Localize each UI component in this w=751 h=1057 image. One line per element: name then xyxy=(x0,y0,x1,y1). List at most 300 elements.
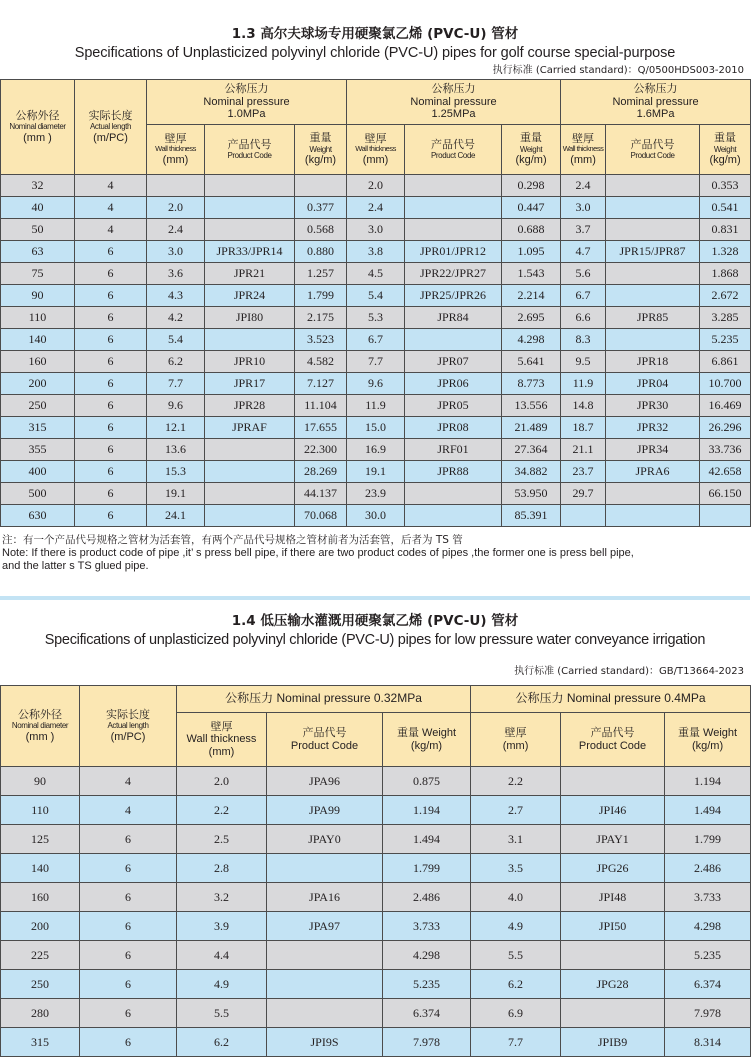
table-cell: 2.0 xyxy=(347,175,405,197)
table-cell: 1.328 xyxy=(700,241,751,263)
table-cell: 5.235 xyxy=(665,941,751,970)
table-cell: 7.7 xyxy=(471,1028,561,1057)
table-cell: 6 xyxy=(80,854,177,883)
table-row xyxy=(1,175,751,197)
table-cell: 6.6 xyxy=(561,307,606,329)
table-cell: 315 xyxy=(1,417,75,439)
table-cell: 6 xyxy=(80,883,177,912)
section1-title-cn: 1.3 高尔夫球场专用硬聚氯乙烯 (PVC-U) 管材 xyxy=(231,26,519,42)
table-cell: JPR08 xyxy=(405,417,502,439)
table-cell: 23.9 xyxy=(347,483,405,505)
t2-header-code-2: 产品代号 Product Code xyxy=(561,713,665,767)
table-cell: 0.353 xyxy=(700,175,751,197)
irrigation-pipe-table-body xyxy=(1,767,751,1057)
t2-header-nominal-diameter: 公称外径 Nominal diameter (mm ) xyxy=(1,686,80,767)
table-cell xyxy=(205,483,295,505)
table-cell: 3.733 xyxy=(665,883,751,912)
table-cell xyxy=(295,175,347,197)
table-cell: 1.494 xyxy=(665,796,751,825)
table-cell: 6 xyxy=(75,263,147,285)
table-cell: 225 xyxy=(1,941,80,970)
table-cell: 6.2 xyxy=(147,351,205,373)
table-row xyxy=(1,197,751,219)
table-cell xyxy=(561,505,606,527)
table-cell: 6 xyxy=(80,1028,177,1057)
section-divider xyxy=(0,596,750,600)
table-cell: 7.7 xyxy=(347,351,405,373)
table-cell: 70.068 xyxy=(295,505,347,527)
table-cell: 110 xyxy=(1,796,80,825)
table-cell xyxy=(405,175,502,197)
table-row xyxy=(1,351,751,373)
table-cell: JPR10 xyxy=(205,351,295,373)
table-cell: 8.773 xyxy=(502,373,561,395)
table-cell: 2.214 xyxy=(502,285,561,307)
table-cell: 2.2 xyxy=(177,796,267,825)
table-cell: 6 xyxy=(80,999,177,1028)
table-row xyxy=(1,373,751,395)
table-cell: 53.950 xyxy=(502,483,561,505)
table-cell: JPA96 xyxy=(267,767,383,796)
table-cell: 66.150 xyxy=(700,483,751,505)
table-cell: 63 xyxy=(1,241,75,263)
table-cell: JPR06 xyxy=(405,373,502,395)
table-cell: 6.861 xyxy=(700,351,751,373)
table-cell: 8.3 xyxy=(561,329,606,351)
table-cell: 6 xyxy=(75,417,147,439)
table-row xyxy=(1,825,751,854)
table-cell: JPR84 xyxy=(405,307,502,329)
table-cell: 2.175 xyxy=(295,307,347,329)
table-cell xyxy=(561,941,665,970)
table-cell: JPR18 xyxy=(606,351,700,373)
table-cell: 3.9 xyxy=(177,912,267,941)
table-cell: JPR05 xyxy=(405,395,502,417)
table-cell: JPR33/JPR14 xyxy=(205,241,295,263)
table-cell: 7.127 xyxy=(295,373,347,395)
table-cell: JPR34 xyxy=(606,439,700,461)
table-cell xyxy=(606,197,700,219)
table-cell: 16.469 xyxy=(700,395,751,417)
header-weight-2: 重量 Weight (kg/m) xyxy=(502,125,561,175)
table-cell: 7.978 xyxy=(383,1028,471,1057)
table-cell: 2.5 xyxy=(177,825,267,854)
table-cell: 3.733 xyxy=(383,912,471,941)
table-cell: 200 xyxy=(1,912,80,941)
table-cell: JPR04 xyxy=(606,373,700,395)
table-cell: JPA97 xyxy=(267,912,383,941)
table-cell: JPR30 xyxy=(606,395,700,417)
table-cell: 4.582 xyxy=(295,351,347,373)
table-cell xyxy=(405,219,502,241)
table-row xyxy=(1,999,751,1028)
irrigation-pipe-spec-table xyxy=(0,685,751,1057)
table-cell: JPI9S xyxy=(267,1028,383,1057)
table-cell: JPR22/JPR27 xyxy=(405,263,502,285)
table-cell: 4.3 xyxy=(147,285,205,307)
table-cell: 110 xyxy=(1,307,75,329)
table-row xyxy=(1,329,751,351)
table-cell: 7.7 xyxy=(147,373,205,395)
table-cell xyxy=(405,329,502,351)
table-cell: 0.541 xyxy=(700,197,751,219)
table-cell xyxy=(405,505,502,527)
table-cell: 50 xyxy=(1,219,75,241)
table-cell: 355 xyxy=(1,439,75,461)
table-cell xyxy=(606,219,700,241)
table-cell: 4.298 xyxy=(502,329,561,351)
table-cell xyxy=(205,329,295,351)
table-cell: 2.486 xyxy=(665,854,751,883)
table-cell xyxy=(606,483,700,505)
table-row xyxy=(1,219,751,241)
table-cell: 42.658 xyxy=(700,461,751,483)
table-cell: 10.700 xyxy=(700,373,751,395)
table-cell: 90 xyxy=(1,767,80,796)
table-cell: JPR28 xyxy=(205,395,295,417)
table-cell: 1.194 xyxy=(665,767,751,796)
table-cell xyxy=(205,219,295,241)
table-cell: 15.3 xyxy=(147,461,205,483)
t2-header-weight-2: 重量 Weight (kg/m) xyxy=(665,713,751,767)
table-row xyxy=(1,395,751,417)
table-cell: 4.298 xyxy=(665,912,751,941)
table-cell: 4.7 xyxy=(561,241,606,263)
table-cell: 5.4 xyxy=(347,285,405,307)
table-cell: 3.2 xyxy=(177,883,267,912)
table-cell: 6 xyxy=(75,307,147,329)
table-cell: 3.0 xyxy=(147,241,205,263)
table-cell: JRF01 xyxy=(405,439,502,461)
table-cell xyxy=(405,483,502,505)
header-pressure-2: 公称压力 Nominal pressure 1.25MPa xyxy=(347,80,561,125)
table-cell: 11.9 xyxy=(561,373,606,395)
table-cell: 6 xyxy=(75,483,147,505)
table-cell: 3.1 xyxy=(471,825,561,854)
table-cell: 30.0 xyxy=(347,505,405,527)
table-cell: 16.9 xyxy=(347,439,405,461)
table-cell: 2.4 xyxy=(147,219,205,241)
table-cell: 6.7 xyxy=(347,329,405,351)
table-cell: 40 xyxy=(1,197,75,219)
table-cell: 5.6 xyxy=(561,263,606,285)
table-cell: 33.736 xyxy=(700,439,751,461)
table-row xyxy=(1,461,751,483)
table-cell xyxy=(205,439,295,461)
table-row xyxy=(1,241,751,263)
table-cell xyxy=(205,461,295,483)
table-row xyxy=(1,439,751,461)
table-cell: 17.655 xyxy=(295,417,347,439)
header-code-2: 产品代号 Product Code xyxy=(405,125,502,175)
table-cell: 630 xyxy=(1,505,75,527)
table-cell: 13.6 xyxy=(147,439,205,461)
table-cell: 2.2 xyxy=(471,767,561,796)
golf-pipe-table-body xyxy=(1,175,751,527)
table-cell: 0.880 xyxy=(295,241,347,263)
table-cell: 1.543 xyxy=(502,263,561,285)
table-row xyxy=(1,417,751,439)
table-cell: 27.364 xyxy=(502,439,561,461)
table-cell: 1.799 xyxy=(295,285,347,307)
table-cell: 4.0 xyxy=(471,883,561,912)
table-cell: 6.374 xyxy=(665,970,751,999)
table-cell: JPR17 xyxy=(205,373,295,395)
table-cell: 4.4 xyxy=(177,941,267,970)
table-cell: 5.641 xyxy=(502,351,561,373)
header-pressure-3: 公称压力 Nominal pressure 1.6MPa xyxy=(561,80,751,125)
table-cell: 2.4 xyxy=(347,197,405,219)
table-cell: JPA99 xyxy=(267,796,383,825)
table-cell: JPI46 xyxy=(561,796,665,825)
table-cell: 4 xyxy=(75,197,147,219)
table-cell: 75 xyxy=(1,263,75,285)
table-row xyxy=(1,483,751,505)
table-cell: 0.377 xyxy=(295,197,347,219)
table-cell: 2.0 xyxy=(177,767,267,796)
table-cell: JPAY1 xyxy=(561,825,665,854)
section1-note-en-1: Note: If there is product code of pipe ,it’ s press bell pipe, if there are two product codes of pipes ,the former one is press bell pipe, xyxy=(2,547,634,559)
table-cell: 4 xyxy=(80,796,177,825)
table-cell: 6.2 xyxy=(177,1028,267,1057)
table-cell: 28.269 xyxy=(295,461,347,483)
table-cell: 3.0 xyxy=(347,219,405,241)
header-pressure-1: 公称压力 Nominal pressure 1.0MPa xyxy=(147,80,347,125)
table-cell: 3.5 xyxy=(471,854,561,883)
header-wall-3: 壁厚 Wall thickness (mm) xyxy=(561,125,606,175)
table-cell: 0.688 xyxy=(502,219,561,241)
table-cell: 4.298 xyxy=(383,941,471,970)
table-cell: 3.8 xyxy=(347,241,405,263)
header-wall-2: 壁厚 Wall thickness (mm) xyxy=(347,125,405,175)
table-cell: 3.285 xyxy=(700,307,751,329)
table-cell: 160 xyxy=(1,883,80,912)
table-cell: JPG26 xyxy=(561,854,665,883)
table-cell: 1.494 xyxy=(383,825,471,854)
table-cell: 5.4 xyxy=(147,329,205,351)
table-cell: 6 xyxy=(80,941,177,970)
header-code-1: 产品代号 Product Code xyxy=(205,125,295,175)
table-cell xyxy=(205,175,295,197)
table-cell xyxy=(606,263,700,285)
table-cell: 6 xyxy=(80,970,177,999)
table-cell: 34.882 xyxy=(502,461,561,483)
table-cell: 6 xyxy=(75,241,147,263)
table-cell: 315 xyxy=(1,1028,80,1057)
table-cell: 6 xyxy=(75,351,147,373)
table-row xyxy=(1,307,751,329)
table-cell: 125 xyxy=(1,825,80,854)
table-cell: JPR24 xyxy=(205,285,295,307)
table-cell: JPI50 xyxy=(561,912,665,941)
table-cell: 19.1 xyxy=(147,483,205,505)
table-row xyxy=(1,970,751,999)
header-code-3: 产品代号 Product Code xyxy=(606,125,700,175)
table-cell xyxy=(606,285,700,307)
table-cell: 6.2 xyxy=(471,970,561,999)
table-cell: JPI48 xyxy=(561,883,665,912)
table-cell: 29.7 xyxy=(561,483,606,505)
table-cell: 9.5 xyxy=(561,351,606,373)
header-weight-1: 重量 Weight (kg/m) xyxy=(295,125,347,175)
table-cell: 3.6 xyxy=(147,263,205,285)
table-cell: 9.6 xyxy=(347,373,405,395)
table-row xyxy=(1,263,751,285)
table-cell: 7.978 xyxy=(665,999,751,1028)
table-cell xyxy=(267,999,383,1028)
section2-standard: 执行标准 (Carried standard)：GB/T13664-2023 xyxy=(514,666,744,677)
table-cell: 13.556 xyxy=(502,395,561,417)
table-cell: 160 xyxy=(1,351,75,373)
table-cell: JPRAF xyxy=(205,417,295,439)
table-cell: 0.298 xyxy=(502,175,561,197)
header-actual-length: 实际长度 Actual length (m/PC) xyxy=(75,80,147,175)
t2-header-pressure-1: 公称压力 Nominal pressure 0.32MPa xyxy=(177,686,471,713)
table-cell: 4.2 xyxy=(147,307,205,329)
table-cell: 2.695 xyxy=(502,307,561,329)
table-cell: JPR21 xyxy=(205,263,295,285)
table-cell: 2.7 xyxy=(471,796,561,825)
t2-header-wall-1: 壁厚 Wall thickness (mm) xyxy=(177,713,267,767)
table-cell: JPR01/JPR12 xyxy=(405,241,502,263)
table-cell: 6 xyxy=(75,461,147,483)
t2-header-wall-2: 壁厚 (mm) xyxy=(471,713,561,767)
table-cell: 1.257 xyxy=(295,263,347,285)
table-cell: 200 xyxy=(1,373,75,395)
table-row xyxy=(1,854,751,883)
table-cell: JPIB9 xyxy=(561,1028,665,1057)
table-cell xyxy=(205,197,295,219)
table-cell: 5.5 xyxy=(177,999,267,1028)
table-cell: JPR15/JPR87 xyxy=(606,241,700,263)
table-cell xyxy=(561,767,665,796)
table-cell: JPR32 xyxy=(606,417,700,439)
table-cell: 2.672 xyxy=(700,285,751,307)
table-cell: JPAY0 xyxy=(267,825,383,854)
section-irrigation-pipes xyxy=(0,611,750,1057)
section1-title-en: Specifications of Unplasticized polyvinyl chloride (PVC-U) pipes for golf course special-purpose xyxy=(74,45,676,61)
table-cell xyxy=(267,854,383,883)
table-cell: 2.4 xyxy=(561,175,606,197)
table-cell: 4.9 xyxy=(177,970,267,999)
section2-title-cn: 1.4 低压输水灌溉用硬聚氯乙烯 (PVC-U) 管材 xyxy=(231,613,519,629)
table-cell: 1.095 xyxy=(502,241,561,263)
t2-header-code-1: 产品代号 Product Code xyxy=(267,713,383,767)
table-cell: 6.374 xyxy=(383,999,471,1028)
table-cell: 24.1 xyxy=(147,505,205,527)
table-cell: 2.486 xyxy=(383,883,471,912)
table-cell: JPR07 xyxy=(405,351,502,373)
section1-note-cn: 注：有一个产品代号规格之管材为活套管，有两个产品代号规格之管材前者为活套管，后者为 TS 管 xyxy=(2,534,463,546)
table-cell: 8.314 xyxy=(665,1028,751,1057)
table-cell: 2.8 xyxy=(177,854,267,883)
header-wall-1: 壁厚 Wall thickness (mm) xyxy=(147,125,205,175)
table-cell: 6 xyxy=(75,285,147,307)
t2-header-actual-length: 实际长度 Actual length (m/PC) xyxy=(80,686,177,767)
table-cell xyxy=(267,941,383,970)
table-cell: 21.489 xyxy=(502,417,561,439)
table-row xyxy=(1,796,751,825)
table-cell: 140 xyxy=(1,329,75,351)
table-cell: 280 xyxy=(1,999,80,1028)
table-cell xyxy=(405,197,502,219)
table-cell: 6 xyxy=(80,825,177,854)
table-cell: 14.8 xyxy=(561,395,606,417)
golf-pipe-spec-table xyxy=(0,79,751,527)
table-cell: 90 xyxy=(1,285,75,307)
table-row xyxy=(1,941,751,970)
table-cell: 6 xyxy=(75,395,147,417)
table-row xyxy=(1,883,751,912)
table-cell: 1.868 xyxy=(700,263,751,285)
table-cell: 500 xyxy=(1,483,75,505)
table-cell: JPA16 xyxy=(267,883,383,912)
table-cell: 4 xyxy=(75,175,147,197)
table-cell: 22.300 xyxy=(295,439,347,461)
table-cell: JPR85 xyxy=(606,307,700,329)
table-cell: 2.0 xyxy=(147,197,205,219)
table-cell: 18.7 xyxy=(561,417,606,439)
table-cell: 400 xyxy=(1,461,75,483)
table-row xyxy=(1,767,751,796)
table-cell: 140 xyxy=(1,854,80,883)
t2-header-pressure-2: 公称压力 Nominal pressure 0.4MPa xyxy=(471,686,751,713)
header-weight-3: 重量 Weight (kg/m) xyxy=(700,125,751,175)
table-cell xyxy=(561,999,665,1028)
table-cell: 0.831 xyxy=(700,219,751,241)
table-cell: 0.875 xyxy=(383,767,471,796)
table-cell: 4 xyxy=(75,219,147,241)
table-cell: 32 xyxy=(1,175,75,197)
table-row xyxy=(1,912,751,941)
table-cell: 1.799 xyxy=(383,854,471,883)
table-cell: 250 xyxy=(1,970,80,999)
table-cell xyxy=(606,175,700,197)
table-cell: 23.7 xyxy=(561,461,606,483)
table-cell: JPG28 xyxy=(561,970,665,999)
table-row xyxy=(1,1028,751,1057)
table-cell: 5.235 xyxy=(383,970,471,999)
table-cell: 6 xyxy=(75,373,147,395)
table-row xyxy=(1,505,751,527)
table-cell xyxy=(700,505,751,527)
table-cell xyxy=(267,970,383,999)
table-cell: JPI80 xyxy=(205,307,295,329)
table-cell: 0.568 xyxy=(295,219,347,241)
table-cell: 6 xyxy=(75,439,147,461)
table-cell: 4.5 xyxy=(347,263,405,285)
table-cell: 0.447 xyxy=(502,197,561,219)
table-cell: 9.6 xyxy=(147,395,205,417)
table-cell: 4 xyxy=(80,767,177,796)
table-cell xyxy=(205,505,295,527)
header-nominal-diameter: 公称外径 Nominal diameter (mm ) xyxy=(1,80,75,175)
section2-title-en: Specifications of unplasticized polyvinyl chloride (PVC-U) pipes for low pressure water conveyance irrigation xyxy=(44,632,706,648)
section1-standard: 执行标准 (Carried standard)：Q/0500HDS003-2010 xyxy=(492,65,744,76)
table-cell: 44.137 xyxy=(295,483,347,505)
table-cell xyxy=(147,175,205,197)
table-cell: 11.9 xyxy=(347,395,405,417)
table-cell: 6 xyxy=(75,505,147,527)
section-golf-pipes xyxy=(0,24,750,573)
table-cell: JPRA6 xyxy=(606,461,700,483)
table-cell: 6.7 xyxy=(561,285,606,307)
table-cell: 250 xyxy=(1,395,75,417)
table-cell: 3.7 xyxy=(561,219,606,241)
table-cell: 6 xyxy=(75,329,147,351)
table-cell: 1.799 xyxy=(665,825,751,854)
t2-header-weight-1: 重量 Weight (kg/m) xyxy=(383,713,471,767)
